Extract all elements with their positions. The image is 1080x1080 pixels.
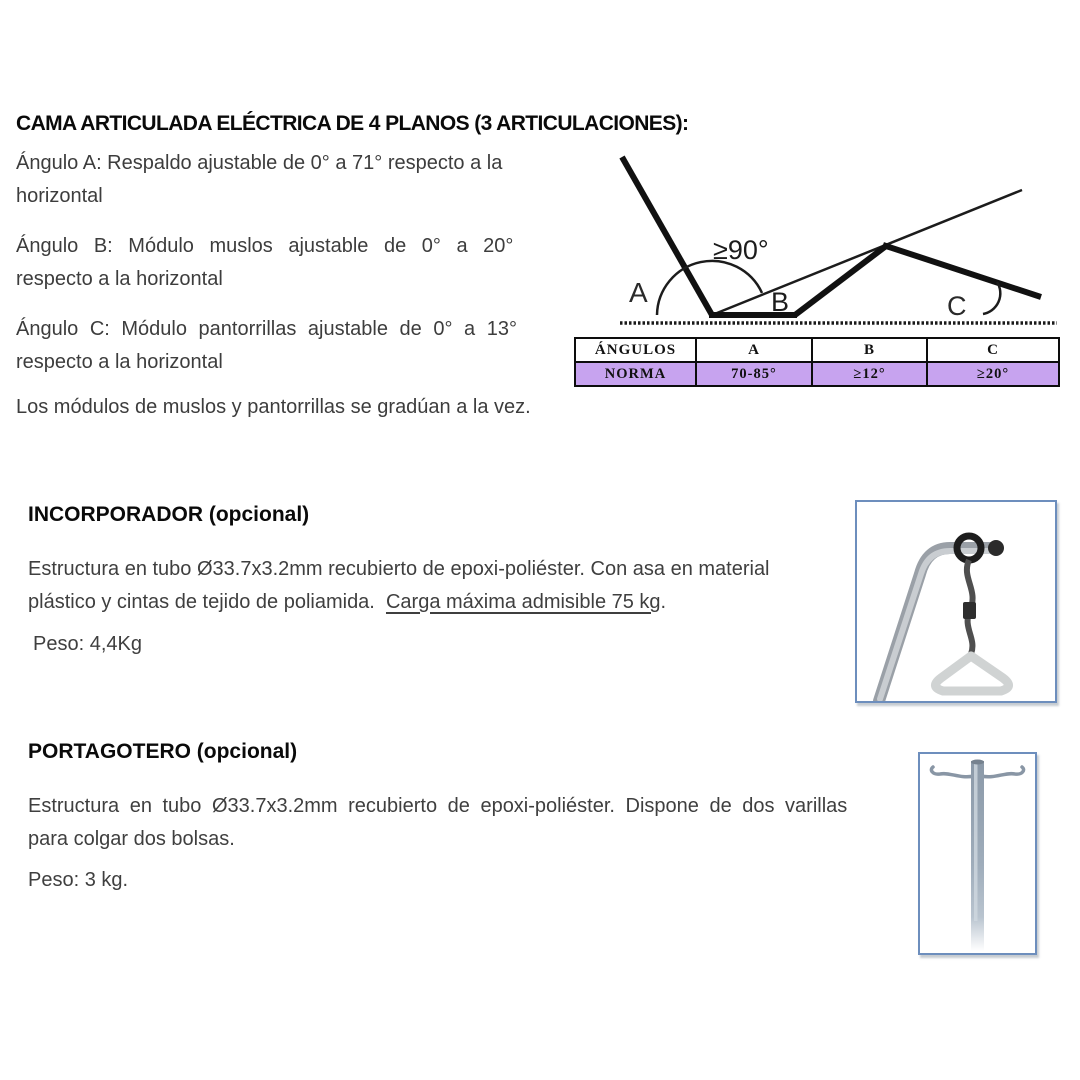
angle-a-paragraph — [16, 147, 561, 213]
left-hook — [931, 767, 974, 777]
angle-c-paragraph — [16, 313, 561, 379]
angle-b-paragraph — [16, 230, 561, 296]
portagotero-line2: para colgar dos bolsas. — [28, 827, 235, 850]
norma-label-cell: NORMA — [575, 362, 696, 386]
angles-norma-table — [574, 337, 1060, 387]
portagotero-paragraph — [28, 790, 900, 855]
angle-90-label: ≥90° — [713, 235, 769, 265]
angle-b-line2: respecto a la horizontal — [16, 268, 223, 290]
angle-a-label: A — [629, 277, 648, 308]
portagotero-line1: Estructura en tubo Ø33.7x3.2mm recubierto de epoxi-poliéster. Dispone de dos varillas — [28, 795, 848, 817]
table-norma-row — [575, 362, 1059, 386]
angle-b-line1: Ángulo B: Módulo muslos ajustable de 0° a 20° — [16, 235, 514, 257]
table-header-row — [575, 338, 1059, 362]
angle-c-line1: Ángulo C: Módulo pantorrillas ajustable de 0° a 13° — [16, 318, 517, 340]
angle-c-label: C — [947, 291, 967, 321]
incorporador-weight: Peso: 4,4Kg — [33, 633, 142, 655]
angle-b-label: B — [771, 287, 790, 317]
lifting-pole-illustration — [857, 502, 1055, 701]
angle-a-line2: horizontal — [16, 185, 103, 207]
incorporador-figure — [855, 500, 1057, 703]
norma-value-a: 70-85° — [696, 362, 812, 386]
norma-value-b: ≥12° — [812, 362, 927, 386]
norma-value-c: ≥20° — [927, 362, 1059, 386]
incorporador-heading: INCORPORADOR (opcional) — [28, 503, 310, 526]
right-hook — [981, 767, 1024, 777]
calf-module-line — [883, 245, 1041, 297]
angle-a-line1: Ángulo A: Respaldo ajustable de 0° a 71° respecto a la — [16, 152, 503, 174]
incorporador-line2-prefix: plástico y cintas de tejido de poliamida. — [28, 590, 386, 613]
thigh-module-line — [795, 246, 886, 315]
incorporador-line2 — [28, 586, 840, 619]
header-cell-angulos: ÁNGULOS — [575, 338, 696, 362]
header-cell-a: A — [696, 338, 812, 362]
max-load-underlined-text: Carga máxima admisible 75 kg — [385, 590, 661, 613]
angle-c-line2: respecto a la horizontal — [16, 351, 223, 373]
trapeze-handle — [935, 656, 1008, 691]
portagotero-heading: PORTAGOTERO (opcional) — [28, 740, 298, 763]
iv-pole-sheen — [974, 761, 978, 921]
page-title: CAMA ARTICULADA ELÉCTRICA DE 4 PLANOS (3 ARTICULACIONES): — [16, 112, 689, 135]
modules-note: Los módulos de muslos y pantorrillas se gradúan a la vez. — [16, 396, 531, 418]
incorporador-line1: Estructura en tubo Ø33.7x3.2mm recubierto de epoxi-poliéster. Con asa en material — [28, 558, 770, 580]
portagotero-weight: Peso: 3 kg. — [28, 869, 129, 891]
incorporador-paragraph — [28, 553, 840, 618]
header-cell-c: C — [927, 338, 1059, 362]
arm-end-knob — [988, 540, 1004, 556]
incorporador-line2-suffix: . — [660, 590, 667, 613]
angle-c-arc — [983, 282, 1000, 314]
pole-top-cap — [971, 760, 984, 765]
portagotero-figure — [918, 752, 1037, 955]
iv-pole-illustration — [920, 754, 1035, 953]
header-cell-b: B — [812, 338, 927, 362]
strap-buckle — [963, 602, 976, 619]
bed-angles-diagram — [575, 143, 1060, 333]
